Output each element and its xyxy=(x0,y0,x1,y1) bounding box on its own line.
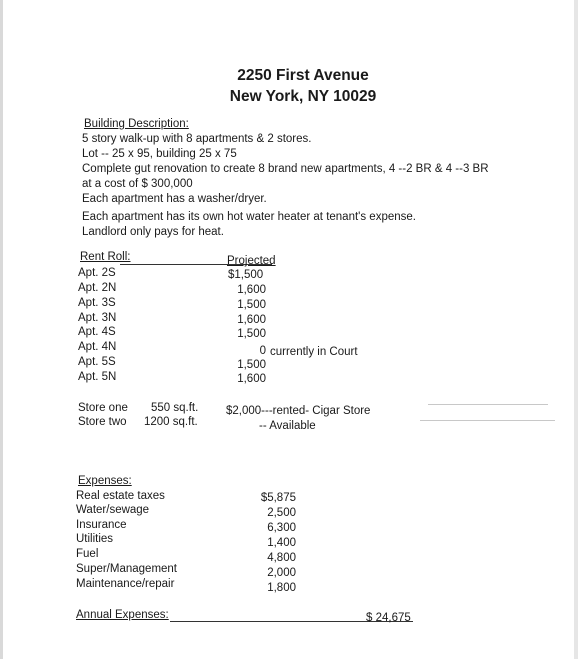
projected-heading: Projected xyxy=(227,255,276,267)
rent-amount: 1,500 xyxy=(237,328,266,340)
rent-amount: 1,500 xyxy=(237,359,266,371)
rent-amount: 1,600 xyxy=(237,314,266,326)
building-line: Each apartment has a washer/dryer. xyxy=(82,193,267,205)
store-size: 1200 sq.ft. xyxy=(144,416,198,428)
scan-smudge xyxy=(420,420,555,421)
annual-expenses-label: Annual Expenses: xyxy=(76,609,169,621)
rent-unit: Apt. 5S xyxy=(78,356,116,368)
expense-amount: 1,800 xyxy=(267,582,296,594)
expense-amount: 2,000 xyxy=(267,567,296,579)
building-line: Lot -- 25 x 95, building 25 x 75 xyxy=(82,148,237,160)
rent-amount: 0 xyxy=(259,345,266,357)
building-line: at a cost of $ 300,000 xyxy=(82,178,193,190)
expense-label: Water/sewage xyxy=(76,504,150,516)
rent-unit: Apt. 2N xyxy=(78,282,117,294)
rent-note: currently in Court xyxy=(270,346,358,358)
expense-label: Utilities xyxy=(76,533,114,545)
rent-amount: 1,600 xyxy=(237,284,266,296)
building-line: Complete gut renovation to create 8 brand new apartments, 4 --2 BR & 4 --3 BR xyxy=(82,163,489,175)
rent-unit: Apt. 5N xyxy=(78,371,117,383)
rent-amount: $1,500 xyxy=(228,269,264,281)
store-size: 550 sq.ft. xyxy=(151,402,199,414)
rent-unit: Apt. 4S xyxy=(78,326,116,338)
expense-label: Real estate taxes xyxy=(76,490,165,502)
rent-amount: 1,600 xyxy=(237,373,266,385)
store-status: -- Available xyxy=(259,420,316,432)
building-line: Landlord only pays for heat. xyxy=(82,226,224,238)
expense-label: Fuel xyxy=(76,548,99,560)
rent-unit: Apt. 2S xyxy=(78,267,116,279)
store-name: Store one xyxy=(78,402,128,414)
expense-label: Super/Management xyxy=(76,563,178,575)
rent-unit: Apt. 4N xyxy=(78,341,117,353)
annual-expenses-total: $ 24,675 xyxy=(366,612,411,624)
expense-amount: 6,300 xyxy=(267,522,296,534)
scan-left-edge xyxy=(0,0,3,659)
expense-label: Insurance xyxy=(76,519,127,531)
rent-amount: 1,500 xyxy=(237,299,266,311)
scan-smudge xyxy=(428,404,548,405)
expenses-heading: Expenses: xyxy=(78,475,132,487)
expense-amount: 4,800 xyxy=(267,552,296,564)
address-line-2: New York, NY 10029 xyxy=(229,88,377,105)
address-line-1: 2250 First Avenue xyxy=(237,67,369,84)
expense-amount: 1,400 xyxy=(267,537,296,549)
expense-label: Maintenance/repair xyxy=(76,578,175,590)
store-name: Store two xyxy=(78,416,127,428)
building-line: Each apartment has its own hot water heater at tenant's expense. xyxy=(82,211,416,223)
rent-roll-heading: Rent Roll: xyxy=(80,251,131,263)
building-description-heading: Building Description: xyxy=(84,118,189,130)
rent-unit: Apt. 3N xyxy=(78,312,117,324)
building-line: 5 story walk-up with 8 apartments & 2 stores. xyxy=(82,133,312,145)
rent-unit: Apt. 3S xyxy=(78,297,116,309)
expense-amount: $5,875 xyxy=(260,492,296,504)
store-status: $2,000---rented- Cigar Store xyxy=(226,405,371,417)
expense-amount: 2,500 xyxy=(267,507,296,519)
